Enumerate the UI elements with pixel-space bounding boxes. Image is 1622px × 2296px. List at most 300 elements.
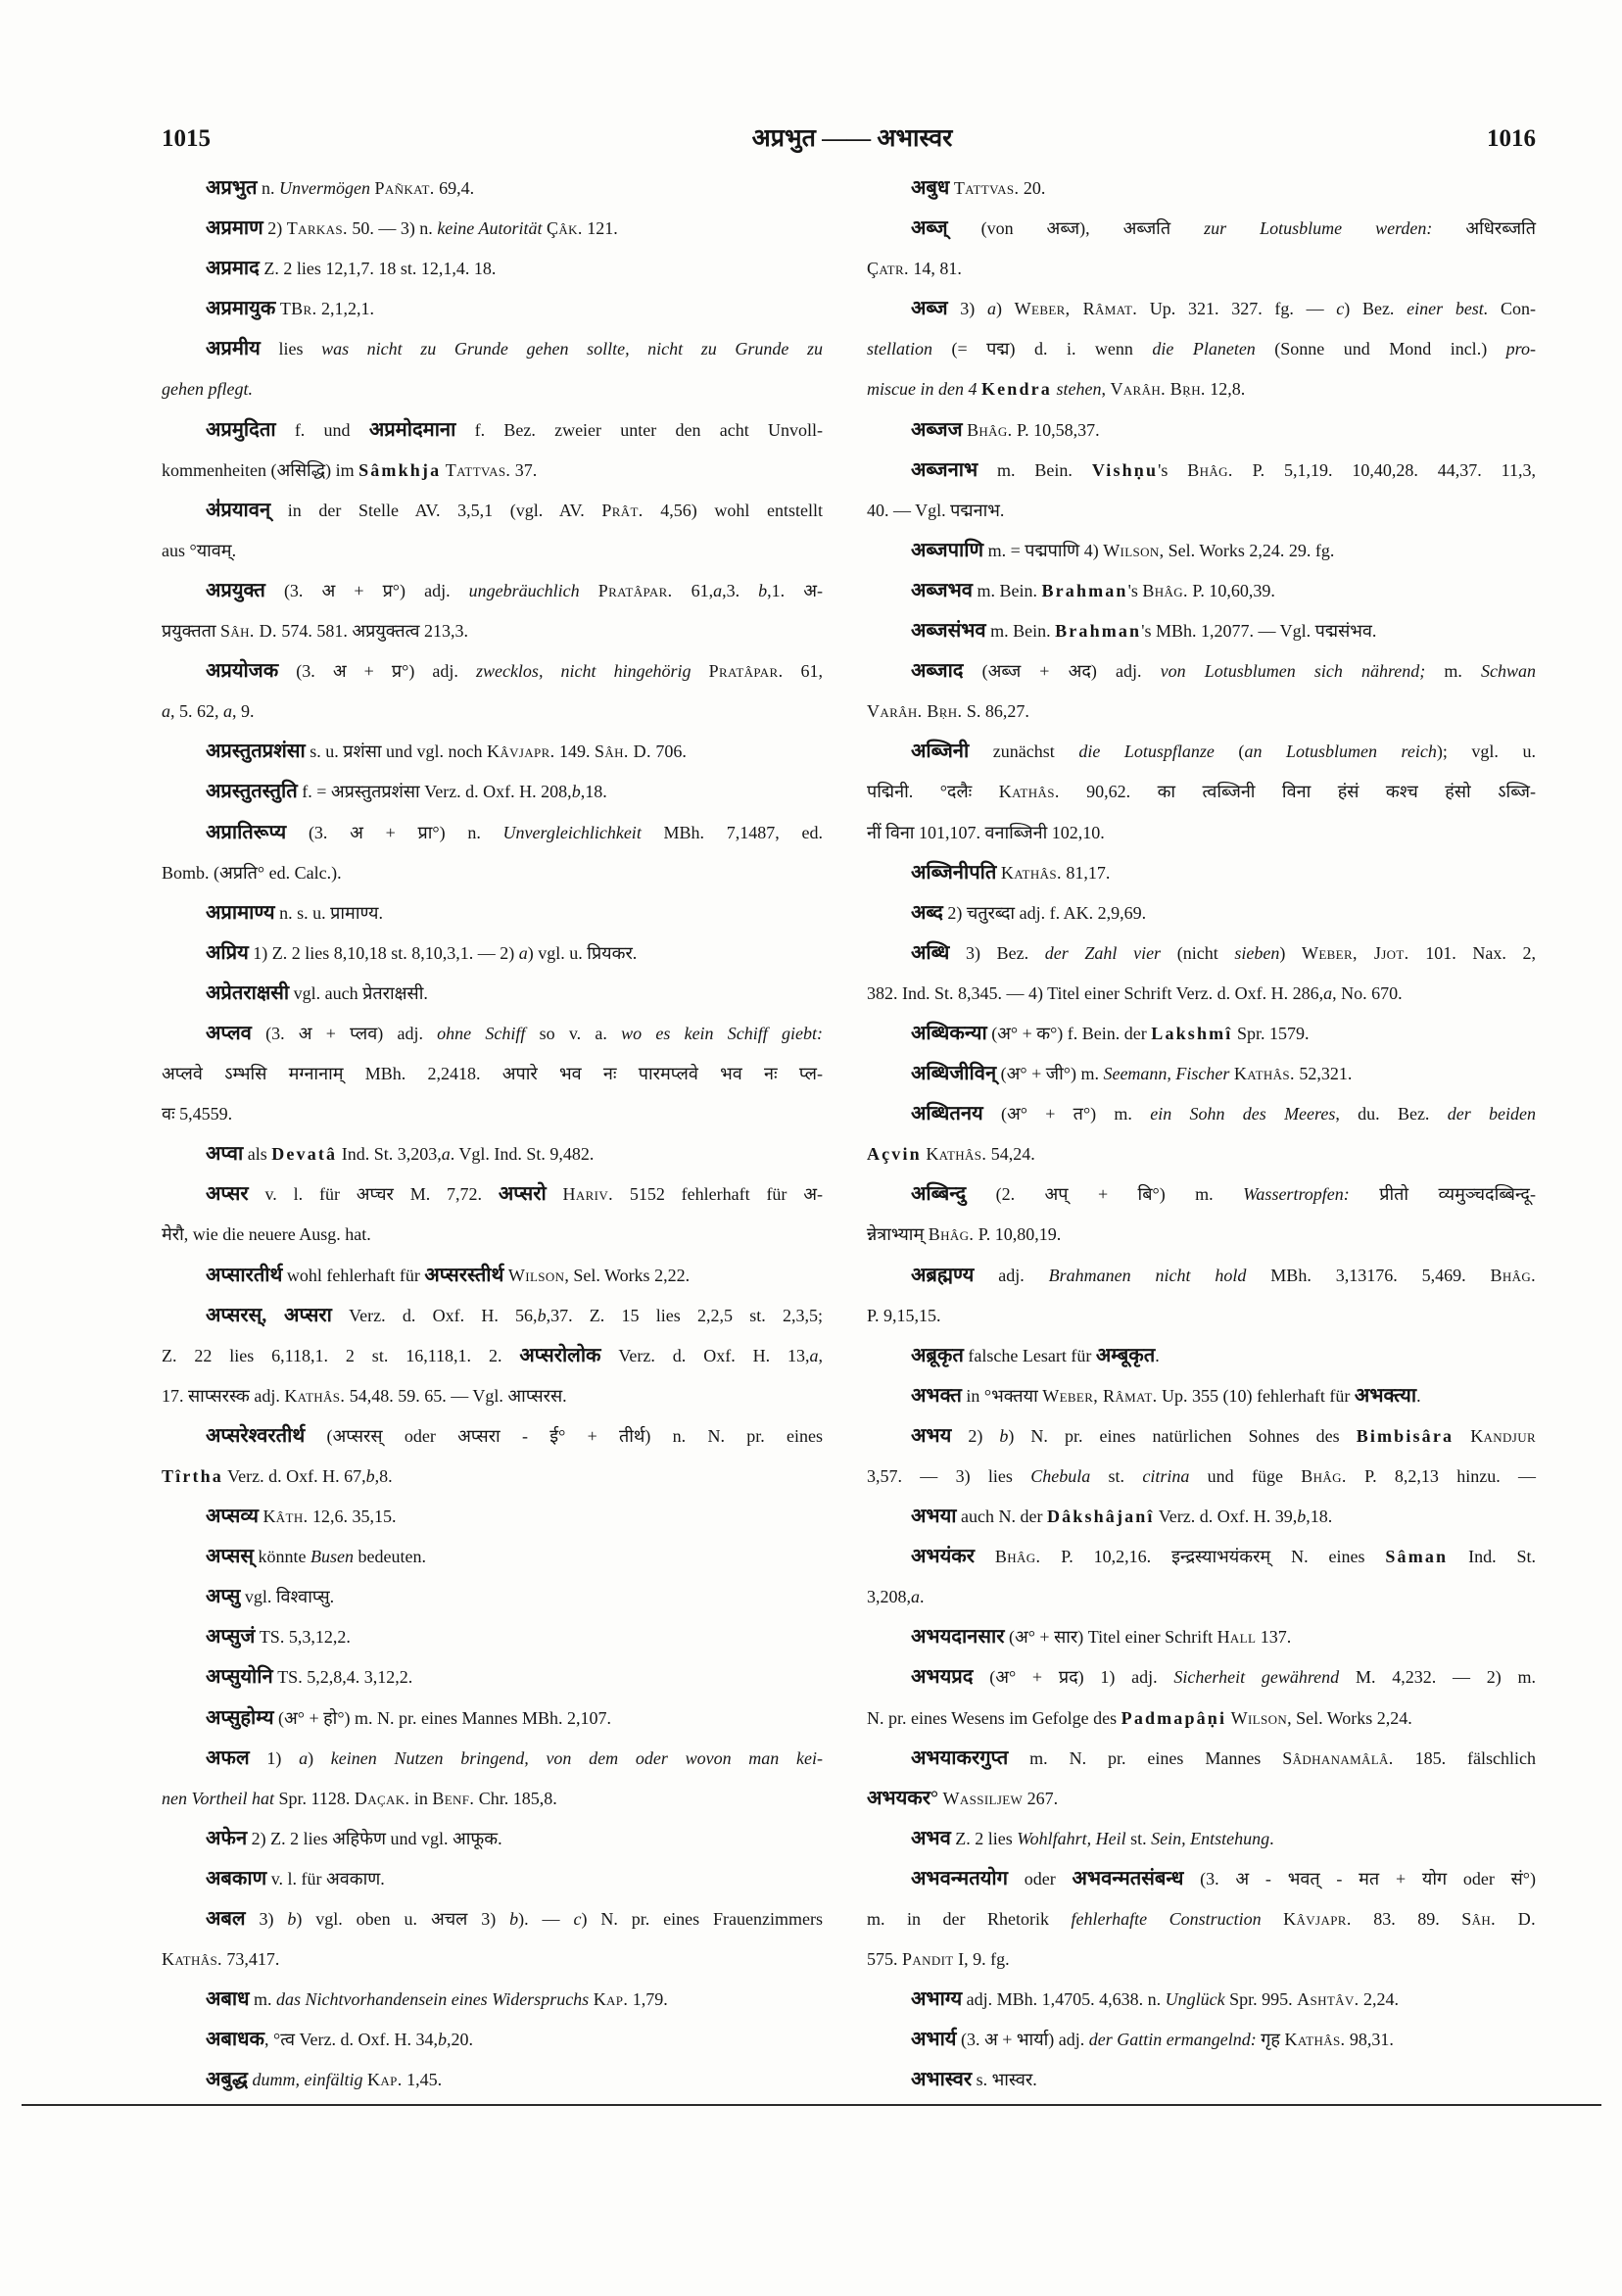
entry-text: vgl. auch प्रेतराक्षसी. — [289, 982, 428, 1003]
italic-text: Unvergleichlichkeit — [502, 822, 642, 842]
entry-text: kommenheiten (असिद्धि) im — [162, 459, 359, 480]
source-abbreviation: Bhâg. — [1301, 1466, 1347, 1486]
left-entry-line — [162, 209, 823, 249]
left-entry-line — [162, 1939, 823, 1980]
italic-text: stellation — [867, 339, 932, 359]
headword: अप्सरोलोक — [519, 1344, 601, 1366]
right-entry-line — [867, 1980, 1536, 2020]
entry-text: (= पद्म) d. i. wenn — [932, 339, 1153, 359]
right-entry-line — [867, 410, 1536, 451]
entry-text: (3. अ + प्र°) adj. — [278, 661, 476, 682]
right-entry-line — [867, 732, 1536, 772]
right-entry-line — [867, 1698, 1536, 1739]
source-abbreviation: Varâh. Bṛh. — [1110, 379, 1206, 400]
entry-text: I, 9. fg. — [953, 1949, 1010, 1970]
headword: अभक्त्या — [1354, 1384, 1417, 1407]
entry-text: und füge — [1189, 1466, 1302, 1486]
headword: अब्जसंभव — [911, 620, 986, 643]
entry-text: könnte — [253, 1547, 310, 1567]
spaced-name: Tîrtha — [162, 1466, 223, 1486]
headword: अब्जभव — [911, 579, 973, 601]
entry-text: 61, — [672, 580, 714, 600]
italic-text: Sicherheit gewährend — [1173, 1667, 1340, 1688]
italic-text: a — [223, 701, 232, 722]
headword: अप्रयोजक — [206, 660, 279, 683]
spaced-name: Brahman — [1041, 580, 1128, 600]
entry-text: 1,45. — [402, 2070, 443, 2090]
right-entry-line — [867, 1174, 1536, 1215]
entry-text: zunächst — [969, 741, 1079, 762]
entry-text: , Sel. Works 2,22. — [564, 1265, 691, 1285]
italic-text: a — [809, 1345, 819, 1365]
entry-text: m. Bein. — [978, 459, 1092, 480]
entry-text: 185. fälschlich — [1393, 1747, 1536, 1768]
entry-text: f. = अप्रस्तुतप्रशंसा Verz. d. Oxf. H. 208, — [297, 782, 572, 802]
entry-text: Z. 2 lies 12,1,7. 18 st. 12,1,4. 18. — [259, 259, 497, 279]
italic-text: ohne Schiff — [437, 1023, 526, 1043]
headword: अफल — [206, 1746, 250, 1769]
source-abbreviation: Kathâs. — [284, 1385, 346, 1406]
source-abbreviation: Varâh. Bṛh. — [867, 701, 963, 722]
entry-text: Z. 22 lies 6,118,1. 2 st. 16,118,1. 2. — [162, 1345, 520, 1365]
entry-text: ) — [308, 1747, 331, 1768]
headword: अप्सुजं — [206, 1626, 256, 1649]
italic-text: Schwan — [1481, 661, 1536, 682]
italic-text: fehlerhafte Construction — [1071, 1909, 1262, 1930]
headword: अब्जिनीपति — [911, 861, 997, 884]
right-entry-line — [867, 1657, 1536, 1698]
entry-text: auch N. der — [956, 1507, 1047, 1527]
headword: अबकाण — [206, 1867, 267, 1889]
left-entry-line — [162, 1497, 823, 1537]
source-abbreviation: Weber, Jjot. — [1301, 942, 1409, 963]
headword: अभया — [911, 1506, 957, 1528]
page-number-right: 1016 — [1487, 125, 1536, 152]
headword: अप्रमायुक — [206, 298, 276, 320]
entry-text: 121. — [582, 218, 618, 239]
entry-text: P. 9,15,15. — [867, 1305, 941, 1325]
headword: अब्ज् — [911, 217, 948, 240]
entry-text: 73,417. — [221, 1949, 280, 1970]
source-abbreviation: Weber, Râmat. — [1014, 299, 1138, 319]
entry-text — [547, 1184, 563, 1204]
italic-text: der Zahl vier — [1044, 942, 1162, 963]
italic-text: miscue in den 4 — [867, 379, 978, 400]
entry-text: in °भक्तया — [961, 1385, 1043, 1406]
entry-text: (3. अ - भवत् - मत + योग oder सं°) — [1183, 1868, 1536, 1889]
entry-text: 54,48. 59. 65. — Vgl. आप्सरस. — [345, 1385, 567, 1406]
headword: अप्रिय — [206, 941, 249, 964]
entry-text: m. = पद्मपाणि 4) — [983, 540, 1104, 560]
left-entry-line — [162, 1779, 823, 1819]
italic-text: der Gattin ermangelnd: — [1088, 2030, 1257, 2050]
spaced-name: Kendra — [980, 379, 1052, 400]
italic-text: von Lotusblumen sich nährend; — [1160, 661, 1426, 682]
entry-text: adj. — [974, 1265, 1049, 1285]
source-abbreviation: Hariv. — [562, 1184, 613, 1205]
headword: अब्धिकन्या — [911, 1022, 987, 1044]
entry-text: (2. अप् + बि°) m. — [966, 1184, 1244, 1205]
source-abbreviation: Pratâpar. — [597, 580, 673, 600]
source-abbreviation: Tattvas. — [953, 178, 1020, 198]
entry-text: (3. अ + प्लव) adj. — [251, 1023, 438, 1043]
headword: अप्सरस्, अप्सरा — [206, 1304, 332, 1326]
italic-text: citrina — [1142, 1466, 1190, 1486]
headword: अप्रमाद — [206, 258, 260, 280]
entry-text: . Vgl. Ind. St. 9,482. — [450, 1144, 595, 1165]
entry-text: adj. MBh. 1,4705. 4,638. n. — [962, 1989, 1166, 2010]
headword: अब्जज — [911, 418, 963, 441]
left-entry-line — [162, 1014, 823, 1054]
entry-text: vgl. विश्वाप्सु. — [240, 1587, 335, 1607]
right-entry-line — [867, 1416, 1536, 1457]
headword: अभयप्रद — [911, 1666, 974, 1689]
entry-text: P. 8,2,13 hinzu. — — [1346, 1466, 1537, 1486]
italic-text: wo es kein Schiff giebt: — [621, 1023, 823, 1043]
left-column — [162, 168, 823, 2101]
italic-text: a — [911, 1587, 920, 1607]
right-entry-line — [867, 1336, 1536, 1376]
entry-text: Bomb. (अप्रति° ed. Calc.). — [162, 862, 342, 883]
entry-text: 1) Z. 2 lies 8,10,18 st. 8,10,3,1. — 2) — [248, 942, 519, 963]
entry-text: f. Bez. zweier unter den acht Unvoll- — [455, 419, 823, 440]
entry-text — [1454, 1426, 1470, 1446]
headword: अप्सुयोनि — [206, 1666, 273, 1689]
left-entry-line — [162, 1739, 823, 1779]
right-entry-line — [867, 1054, 1536, 1094]
entry-text: in — [409, 1788, 433, 1808]
source-abbreviation: Kâvjapr. — [487, 741, 555, 762]
entry-text: 2,1,2,1. — [316, 299, 374, 319]
entry-text: ) — [1279, 942, 1302, 963]
headword: अप्लव — [206, 1022, 252, 1044]
entry-text: (von अब्ज), अब्जति — [947, 218, 1205, 239]
entry-text: 2) Z. 2 lies अहिफेण und vgl. आफूक. — [247, 1828, 502, 1848]
entry-text: oder — [1008, 1868, 1073, 1889]
italic-text: dumm, einfältig — [252, 2070, 363, 2090]
entry-text: 69,4. — [434, 178, 475, 198]
entry-text: , No. 670. — [1332, 982, 1403, 1003]
italic-text: was nicht zu Grunde gehen sollte, nicht zu Grunde zu — [321, 339, 823, 359]
headword: अबाधक — [206, 2029, 265, 2051]
entry-text: Up. 355 (10) fehlerhaft für — [1157, 1385, 1355, 1406]
entry-text: 574. 581. अप्रयुक्तत्व 213,3. — [276, 621, 468, 642]
source-abbreviation: Hall — [1216, 1627, 1257, 1648]
headword: अभयकर° — [867, 1787, 939, 1809]
entry-text: f. und — [275, 419, 369, 440]
headword: अम्बूकृत — [1095, 1344, 1156, 1366]
source-abbreviation: Wassiljew — [942, 1788, 1024, 1808]
entry-text: प्रयुक्तता — [162, 621, 221, 642]
headword: अभक्त — [911, 1384, 962, 1407]
right-entry-line — [867, 1537, 1536, 1577]
italic-text: Sein, Entstehung — [1151, 1828, 1270, 1848]
entry-text: (अ° + सार) Titel einer Schrift — [1004, 1627, 1217, 1648]
left-entry-line — [162, 1698, 823, 1739]
source-abbreviation: Kâvjapr. — [1283, 1909, 1352, 1930]
entry-text: Up. 321. 327. fg. — — [1137, 299, 1337, 319]
headword: अब्धिजीविन् — [911, 1063, 997, 1085]
entry-text: . — [1269, 1828, 1274, 1848]
spaced-name: Padmapâṇi — [1121, 1707, 1227, 1728]
headword: अभाग्य — [911, 1988, 963, 2011]
left-entry-line — [162, 571, 823, 611]
left-entry-line — [162, 329, 823, 369]
source-abbreviation: Çatr. — [867, 259, 909, 279]
entry-text: 14, 81. — [908, 259, 962, 279]
headword: अबल — [206, 1908, 246, 1931]
entry-text: (3. अ + भार्या) adj. — [956, 2030, 1089, 2050]
italic-text: nen Vortheil hat — [162, 1788, 274, 1808]
source-abbreviation: Bhâg. — [928, 1224, 975, 1245]
entry-text: 98,31. — [1345, 2030, 1394, 2050]
italic-text: b — [999, 1425, 1009, 1446]
source-abbreviation: Pañkat. — [374, 178, 435, 198]
headword: अप्रस्तुतप्रशंसा — [206, 741, 306, 763]
entry-text: 137. — [1256, 1627, 1292, 1648]
italic-text: gehen pflegt. — [162, 379, 253, 400]
left-entry-line — [162, 451, 823, 491]
italic-text: a — [299, 1747, 309, 1768]
headword: अप्सरस्तीर्थ — [424, 1264, 504, 1286]
italic-text: ungebräuchlich — [468, 580, 580, 600]
headword: अप्सव्य — [206, 1506, 259, 1528]
headword: अप्रातिरूप्य — [206, 821, 287, 843]
source-abbreviation: Bhâg. — [967, 419, 1013, 440]
headword: अप्सरेश्वरतीर्थ — [206, 1424, 306, 1447]
entry-text: 2) चतुरब्दा adj. f. AK. 2,9,69. — [942, 902, 1147, 923]
entry-text: Spr. 1128. — [274, 1788, 355, 1808]
entry-text: so v. a. — [525, 1023, 622, 1043]
right-entry-line — [867, 1134, 1536, 1174]
right-entry-line — [867, 1939, 1536, 1980]
entry-text — [692, 661, 709, 681]
source-abbreviation: Kathâs. — [926, 1144, 987, 1165]
italic-text: Unvermögen — [279, 178, 371, 198]
entry-text: , Sel. Works 2,24. 29. fg. — [1159, 540, 1335, 560]
headword: अप्सर — [206, 1183, 249, 1206]
entry-text: . — [920, 1587, 925, 1607]
headword: अबाध — [206, 1988, 250, 2011]
entry-text: m. in der Rhetorik — [867, 1909, 1072, 1930]
entry-text: N. pr. eines Wesens im Gefolge des — [867, 1707, 1121, 1728]
headword: अब्बिन्दु — [911, 1183, 967, 1206]
left-entry-line — [162, 1537, 823, 1577]
italic-text: a — [1323, 982, 1333, 1003]
entry-text: m. Bein. — [985, 621, 1056, 642]
entry-text: 706. — [650, 741, 687, 762]
source-abbreviation: Wilson — [1230, 1707, 1288, 1728]
italic-text: Seemann, Fischer — [1103, 1064, 1230, 1084]
entry-text: P. 10,60,39. — [1187, 580, 1275, 600]
entry-text: TS. 5,2,8,4. 3,12,2. — [272, 1667, 413, 1688]
headword: अप्रयुक्त — [206, 579, 265, 601]
right-entry-line — [867, 1256, 1536, 1296]
italic-text: die Lotuspflanze — [1078, 741, 1215, 762]
headword: अप्सुहोम्य — [206, 1706, 274, 1729]
source-abbreviation: Kathâs. — [1284, 2030, 1346, 2050]
source-abbreviation: Kandjur — [1470, 1425, 1537, 1446]
right-entry-line — [867, 2020, 1536, 2060]
left-entry-line — [162, 1376, 823, 1416]
right-entry-line — [867, 1617, 1536, 1657]
italic-text: b — [365, 1466, 375, 1486]
entry-text: n. — [257, 178, 280, 198]
left-entry-line — [162, 531, 823, 571]
source-abbreviation: Tarkas. — [286, 218, 348, 239]
right-entry-line — [867, 772, 1536, 812]
entry-text: 50. — 3) n. — [347, 218, 438, 239]
headword: अप्सारतीर्थ — [206, 1264, 283, 1286]
italic-text: a — [441, 1144, 451, 1165]
left-entry-line — [162, 933, 823, 974]
left-entry-line — [162, 1819, 823, 1859]
entry-text: S. 86,27. — [962, 701, 1029, 722]
left-entry-line — [162, 2060, 823, 2100]
right-entry-line — [867, 1094, 1536, 1134]
italic-text: keine Autorität — [437, 218, 543, 239]
entry-text: अधिरब्जति — [1432, 218, 1536, 239]
entry-text: 12,8. — [1205, 379, 1246, 400]
left-entry-line — [162, 410, 823, 451]
italic-text: zur Lotusblume werden: — [1204, 218, 1433, 239]
entry-text: (अप्सरस् oder अप्सरा - ई° + तीर्थ) n. N. pr. eines — [305, 1425, 823, 1446]
entry-text: v. l. für अप्चर M. 7,72. — [248, 1184, 499, 1205]
headword: अभव — [911, 1827, 951, 1849]
left-entry-line — [162, 289, 823, 329]
entry-text: 37. — [510, 459, 538, 480]
source-abbreviation: Sâdhanamâlâ. — [1282, 1747, 1394, 1768]
left-entry-line — [162, 1457, 823, 1497]
entry-text: ,8. — [374, 1466, 393, 1486]
entry-text: ,1. अ- — [767, 580, 823, 600]
entry-text: 101. Nax. 2, — [1408, 942, 1536, 963]
left-entry-line — [162, 1094, 823, 1134]
left-entry-line — [162, 1336, 823, 1376]
spaced-name: Devatâ — [271, 1144, 338, 1165]
source-abbreviation: Kap. — [593, 1989, 629, 2010]
italic-text: b — [1297, 1507, 1307, 1527]
running-title: अप्रभुत —— अभास्वर — [751, 125, 953, 152]
italic-text: c — [573, 1909, 582, 1930]
entry-text: न्नेत्राभ्याम् — [867, 1224, 929, 1245]
entry-text: MBh. 7,1487, ed. — [641, 822, 823, 842]
spaced-name: Vishṇu — [1091, 459, 1159, 480]
left-entry-line — [162, 1215, 823, 1255]
headword: अप्सु — [206, 1586, 241, 1608]
entry-text: (अ° + त°) m. — [982, 1104, 1151, 1124]
left-entry-line — [162, 491, 823, 531]
source-abbreviation: Wilson — [507, 1265, 565, 1285]
entry-text: 17. साप्सरस्क adj. — [162, 1385, 285, 1406]
headword: अब्जपाणि — [911, 539, 984, 561]
headword: अभास्वर — [911, 2069, 973, 2091]
entry-text: . — [1155, 1345, 1160, 1365]
italic-text: das Nichtvorhandensein eines Widerspruchs — [276, 1989, 590, 2010]
entry-text: Ind. St. 3,203, — [337, 1144, 442, 1165]
source-abbreviation: Kathâs. — [1000, 862, 1062, 883]
italic-text: sieben — [1234, 942, 1280, 963]
right-entry-line — [867, 369, 1536, 409]
italic-text: c — [1336, 299, 1345, 319]
italic-text: b — [537, 1305, 547, 1325]
entry-text: in der Stelle AV. 3,5,1 (vgl. AV. — [270, 500, 602, 520]
right-entry-line — [867, 451, 1536, 491]
entry-text: v. l. für अवकाण. — [266, 1868, 385, 1889]
source-abbreviation: Kâth. — [262, 1507, 309, 1527]
right-entry-line — [867, 853, 1536, 893]
right-entry-line — [867, 813, 1536, 853]
entry-text: (nicht — [1161, 942, 1235, 963]
italic-text: an Lotusblumen reich — [1244, 741, 1437, 762]
headword: अप्सस् — [206, 1546, 254, 1568]
source-abbreviation: Kathâs. — [998, 782, 1060, 802]
entry-text: m. Bein. — [972, 580, 1042, 600]
entry-text: 149. — [554, 741, 596, 762]
source-abbreviation: Bhâg. — [994, 1547, 1041, 1567]
entry-text: ) vgl. oben u. अचल 3) — [296, 1909, 510, 1930]
left-entry-line — [162, 853, 823, 893]
right-entry-line — [867, 1819, 1536, 1859]
headword: अभयदानसार — [911, 1626, 1005, 1649]
entry-text: st. — [1090, 1466, 1143, 1486]
entry-text: m. N. pr. eines Mannes — [1008, 1747, 1283, 1768]
entry-text: प्रीतो व्यमुञ्चदब्बिन्दू- — [1349, 1184, 1536, 1205]
entry-text: 1,79. — [628, 1989, 668, 2010]
entry-text: 12,6. 35,15. — [308, 1507, 397, 1527]
entry-text: bedeuten. — [353, 1547, 426, 1567]
italic-text: Chebula — [1030, 1466, 1091, 1486]
left-entry-line — [162, 893, 823, 933]
entry-text: , du. Bez. — [1335, 1104, 1448, 1124]
right-entry-line — [867, 1859, 1536, 1899]
left-entry-line — [162, 369, 823, 409]
right-entry-line — [867, 249, 1536, 289]
right-entry-line — [867, 651, 1536, 692]
right-entry-line — [867, 974, 1536, 1014]
headword: अप्सरो — [498, 1183, 547, 1206]
entry-text: (Sonne und Mond incl.) — [1255, 339, 1506, 359]
entry-text: , °त्व Verz. d. Oxf. H. 34, — [264, 2030, 438, 2050]
entry-text: 1) — [249, 1747, 300, 1768]
entry-text: P. 10,2,16. इन्द्रस्याभयंकरम् N. eines — [1040, 1547, 1386, 1567]
spaced-name: Sâman — [1385, 1547, 1449, 1567]
source-abbreviation: Bhâg. — [1490, 1265, 1536, 1285]
italic-text: einer best. — [1407, 299, 1489, 319]
entry-text: Chr. 185,8. — [474, 1788, 557, 1808]
left-entry-line — [162, 1980, 823, 2020]
right-entry-line — [867, 611, 1536, 651]
headword: अबुद्ध — [206, 2069, 249, 2091]
source-abbreviation: Kap. — [367, 2070, 403, 2090]
entry-text: (अब्ज + अद) adj. — [963, 661, 1161, 682]
entry-text: नीं विना 101,107. वनाब्जिनी 102,10. — [867, 822, 1105, 842]
left-entry-line — [162, 732, 823, 772]
spaced-name: Lakshmî — [1151, 1023, 1233, 1043]
entry-text: 40. — Vgl. पद्मनाभ. — [867, 500, 1005, 520]
left-entry-line — [162, 168, 823, 209]
spaced-name: Sâmkhja — [358, 459, 442, 480]
headword: अब्धि — [911, 941, 950, 964]
right-entry-line — [867, 1296, 1536, 1336]
left-entry-line — [162, 2020, 823, 2060]
source-abbreviation: Çâk. — [546, 218, 583, 239]
entry-text: 3,208, — [867, 1587, 911, 1607]
right-entry-line — [867, 1014, 1536, 1054]
italic-text: ein Sohn des Meeres — [1150, 1104, 1336, 1124]
left-entry-line — [162, 772, 823, 812]
entry-text: ,18. — [1306, 1507, 1333, 1527]
